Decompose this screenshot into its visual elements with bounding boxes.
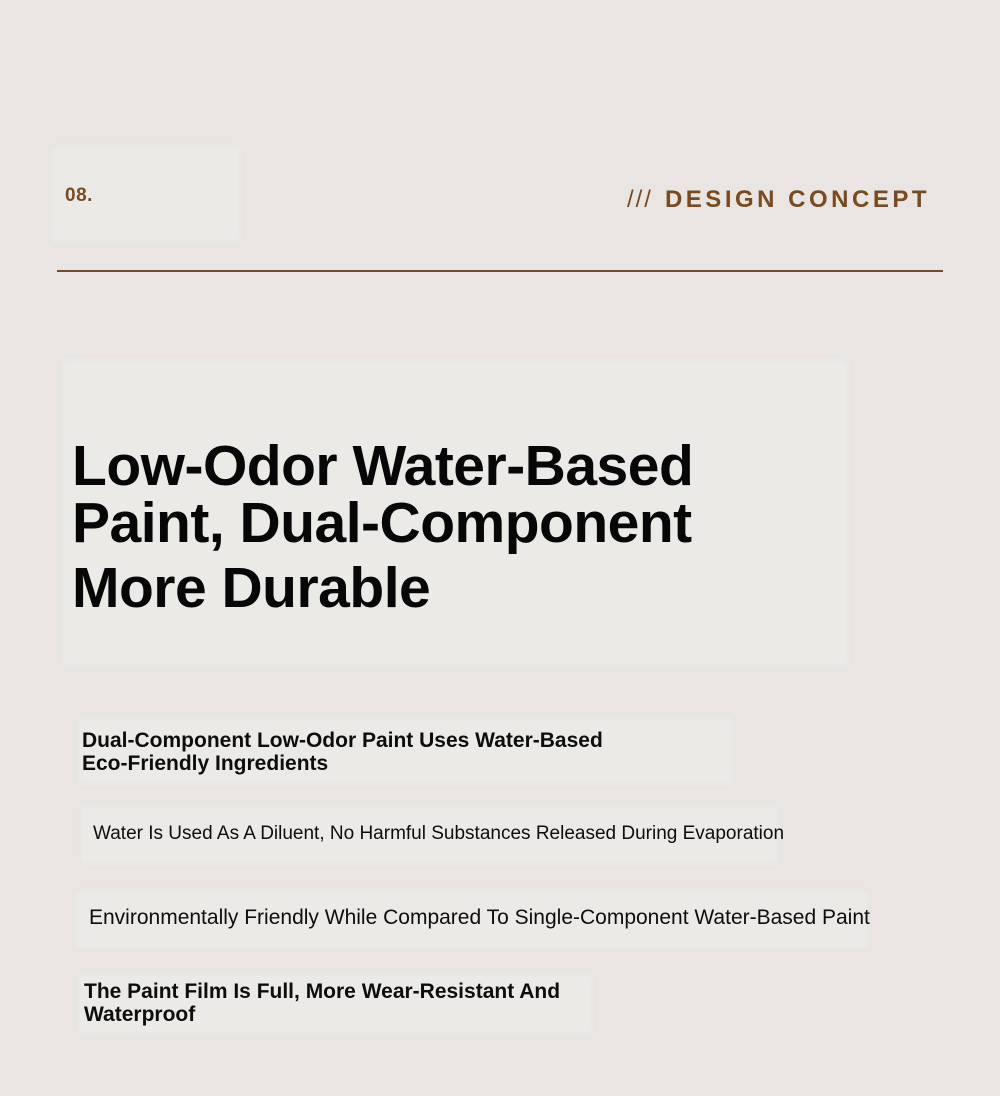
feature-1-line-2: Eco-Friendly Ingredients [82, 752, 329, 775]
section-number: 08. [65, 185, 93, 206]
feature-2-text: Water Is Used As A Diluent, No Harmful Substances Released During Evaporation [93, 823, 785, 844]
header-divider [57, 270, 943, 272]
section-label [627, 188, 930, 212]
headline-line-1: Low-Odor Water-Based [72, 434, 694, 498]
feature-3-text: Environmentally Friendly While Compared To Single-Component Water-Based Paint [89, 906, 870, 929]
section-title: DESIGN CONCEPT [664, 186, 930, 213]
feature-1-line-1: Dual-Component Low-Odor Paint Uses Water-Based [82, 729, 603, 752]
headline-line-2: Paint, Dual-Component [72, 491, 692, 555]
feature-4-line-2: Waterproof [84, 1003, 196, 1026]
feature-1-title [82, 729, 642, 775]
section-slashes: /// [626, 186, 653, 213]
feature-4-title [84, 980, 584, 1026]
feature-4-line-1: The Paint Film Is Full, More Wear-Resistant And [84, 980, 561, 1003]
page-headline [72, 434, 832, 620]
headline-line-3: More Durable [72, 556, 431, 620]
